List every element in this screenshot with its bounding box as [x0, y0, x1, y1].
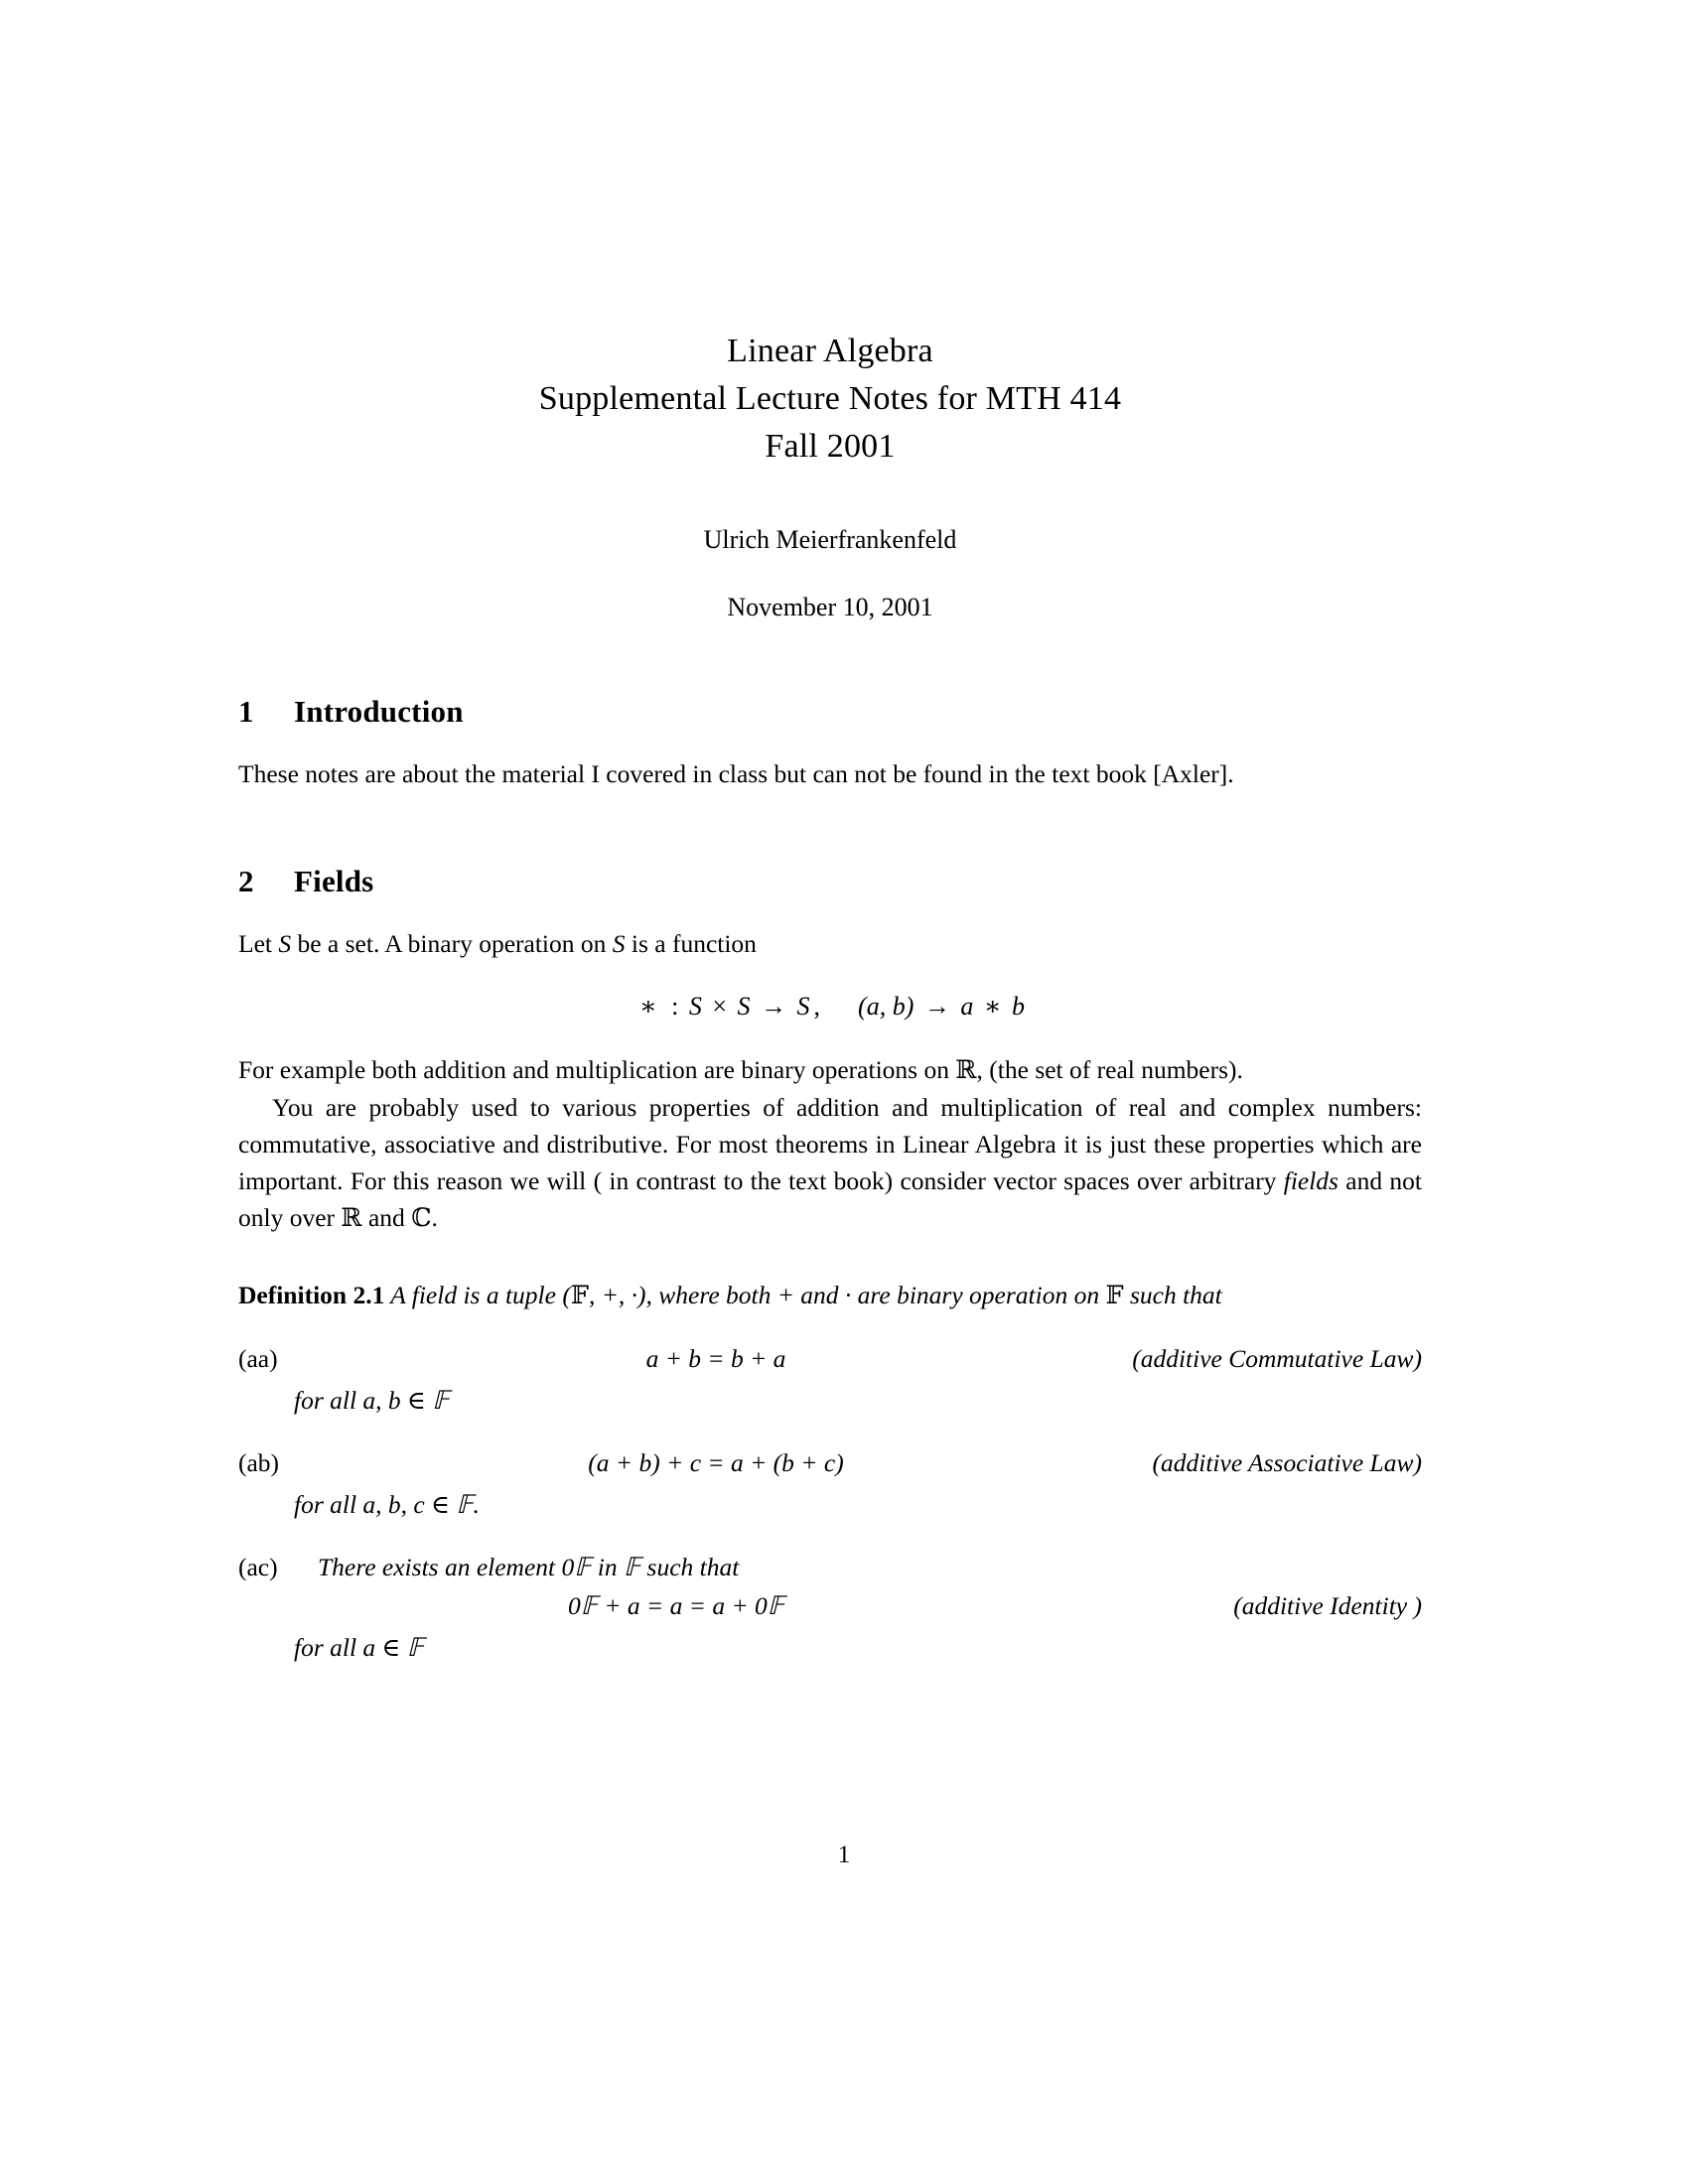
axiom-ac-condition: for all a ∈ 𝔽	[294, 1633, 424, 1662]
section-number-1: 1	[238, 694, 254, 729]
axiom-tag-aa: (aa)	[238, 1344, 278, 1373]
formula-domain-left: S	[688, 992, 702, 1021]
formula-colon: :	[664, 992, 685, 1021]
axiom-aa-equation: a + b = b + a	[645, 1344, 786, 1373]
intro-text-before: Let	[238, 929, 279, 958]
formula-result-a: a	[960, 992, 974, 1021]
section-heading-introduction	[238, 694, 1422, 730]
page-number: 1	[837, 1842, 851, 1868]
axiom-ab-law-label: (additive Associative Law)	[1152, 1448, 1422, 1477]
title-block	[238, 328, 1422, 471]
formula-arrow-2: →	[917, 992, 957, 1021]
definition-text-part4: such that	[1123, 1281, 1222, 1309]
properties-text-part2: and not only over	[238, 1166, 1422, 1232]
axiom-item-aa	[238, 1340, 1422, 1419]
document-title-line-3: Fall 2001	[765, 428, 896, 465]
definition-text-part1: A field	[384, 1281, 464, 1309]
axiom-ac-lead-text: There exists an element 0𝔽 in 𝔽 such that	[318, 1553, 740, 1581]
symbol-S-2: S	[612, 929, 626, 958]
formula-codomain: S	[796, 992, 810, 1021]
properties-text-and: and	[361, 1203, 412, 1232]
axiom-tag-ab: (ab)	[238, 1448, 280, 1477]
symbol-S-1: S	[278, 929, 292, 958]
section-heading-fields	[238, 864, 1422, 899]
formula-arrow-1: →	[754, 992, 793, 1021]
properties-text-part1: You are probably used to various properties of addition and multiplication of real and complex numbers: commutative, associative and distributive. For most theorems in Linear Algebra it is just these properties which are important. For this reason we will ( in contrast to the text book) consider vector spaces over arbitrary	[238, 1093, 1422, 1195]
axiom-ac-equation: 0𝔽 + a = a = a + 0𝔽	[568, 1591, 784, 1620]
axiom-ab-row	[238, 1444, 1422, 1481]
fields-italic-word: fields	[1283, 1166, 1338, 1195]
axiom-tag-ac: (ac)	[238, 1553, 278, 1581]
axiom-aa-row	[238, 1340, 1422, 1377]
section-title-2: Fields	[294, 864, 374, 898]
example-paragraph	[238, 1051, 1422, 1089]
formula-domain-right: S	[737, 992, 751, 1021]
example-text-part2: , (the set of real numbers).	[976, 1055, 1243, 1084]
definition-label: Definition 2.1	[238, 1281, 385, 1309]
axiom-ab-condition: for all a, b, c ∈ 𝔽.	[294, 1490, 480, 1519]
document-title-line-1: Linear Algebra	[727, 333, 933, 369]
formula-pair: (a, b)	[858, 992, 914, 1021]
formula-result-b: b	[1012, 992, 1026, 1021]
example-text-part1: For example both addition and multiplication are binary operations on	[238, 1055, 956, 1084]
intro-text-after: is a function	[625, 929, 757, 958]
section-number-2: 2	[238, 864, 254, 898]
binary-operation-intro	[238, 925, 1422, 962]
introduction-paragraph: These notes are about the material I covered in class but can not be found in the text book [Axler].	[238, 759, 1234, 788]
binary-operation-formula	[238, 992, 1422, 1022]
formula-times-operator: ×	[705, 992, 734, 1021]
definition-text-part3: , +, ·), where both + and · are binary operation on	[588, 1281, 1106, 1309]
real-numbers-symbol-1: ℝ	[955, 1055, 977, 1085]
axiom-ac-law-label: (additive Identity )	[1233, 1591, 1422, 1620]
real-numbers-symbol-2: ℝ	[341, 1203, 362, 1233]
axiom-item-ac	[238, 1549, 1422, 1666]
intro-text-middle: be a set. A binary operation on	[291, 929, 613, 958]
complex-numbers-symbol: ℂ	[411, 1203, 432, 1233]
document-title-line-2: Supplemental Lecture Notes for MTH 414	[538, 380, 1122, 417]
definition-text-part2: is a tuple (	[463, 1281, 571, 1309]
formula-result-star: ∗	[977, 992, 1009, 1021]
definition-2-1	[238, 1277, 1422, 1314]
axiom-ac-row	[238, 1587, 1422, 1624]
page-content	[238, 0, 1422, 1666]
axiom-item-ab	[238, 1444, 1422, 1523]
axiom-aa-law-label: (additive Commutative Law)	[1132, 1344, 1422, 1373]
section-title-1: Introduction	[294, 694, 464, 729]
axiom-aa-condition: for all a, b ∈ 𝔽	[294, 1386, 450, 1415]
properties-paragraph	[238, 1089, 1422, 1237]
formula-star-operator: ∗	[638, 992, 657, 1021]
axiom-ab-equation: (a + b) + c = a + (b + c)	[588, 1448, 844, 1477]
document-author: Ulrich Meierfrankenfeld	[703, 525, 957, 554]
properties-text-end: .	[431, 1203, 438, 1232]
document-date: November 10, 2001	[727, 593, 933, 621]
field-symbol-2: 𝔽	[1105, 1281, 1124, 1310]
formula-comma: ,	[813, 992, 821, 1021]
field-symbol-1: 𝔽	[570, 1281, 589, 1310]
